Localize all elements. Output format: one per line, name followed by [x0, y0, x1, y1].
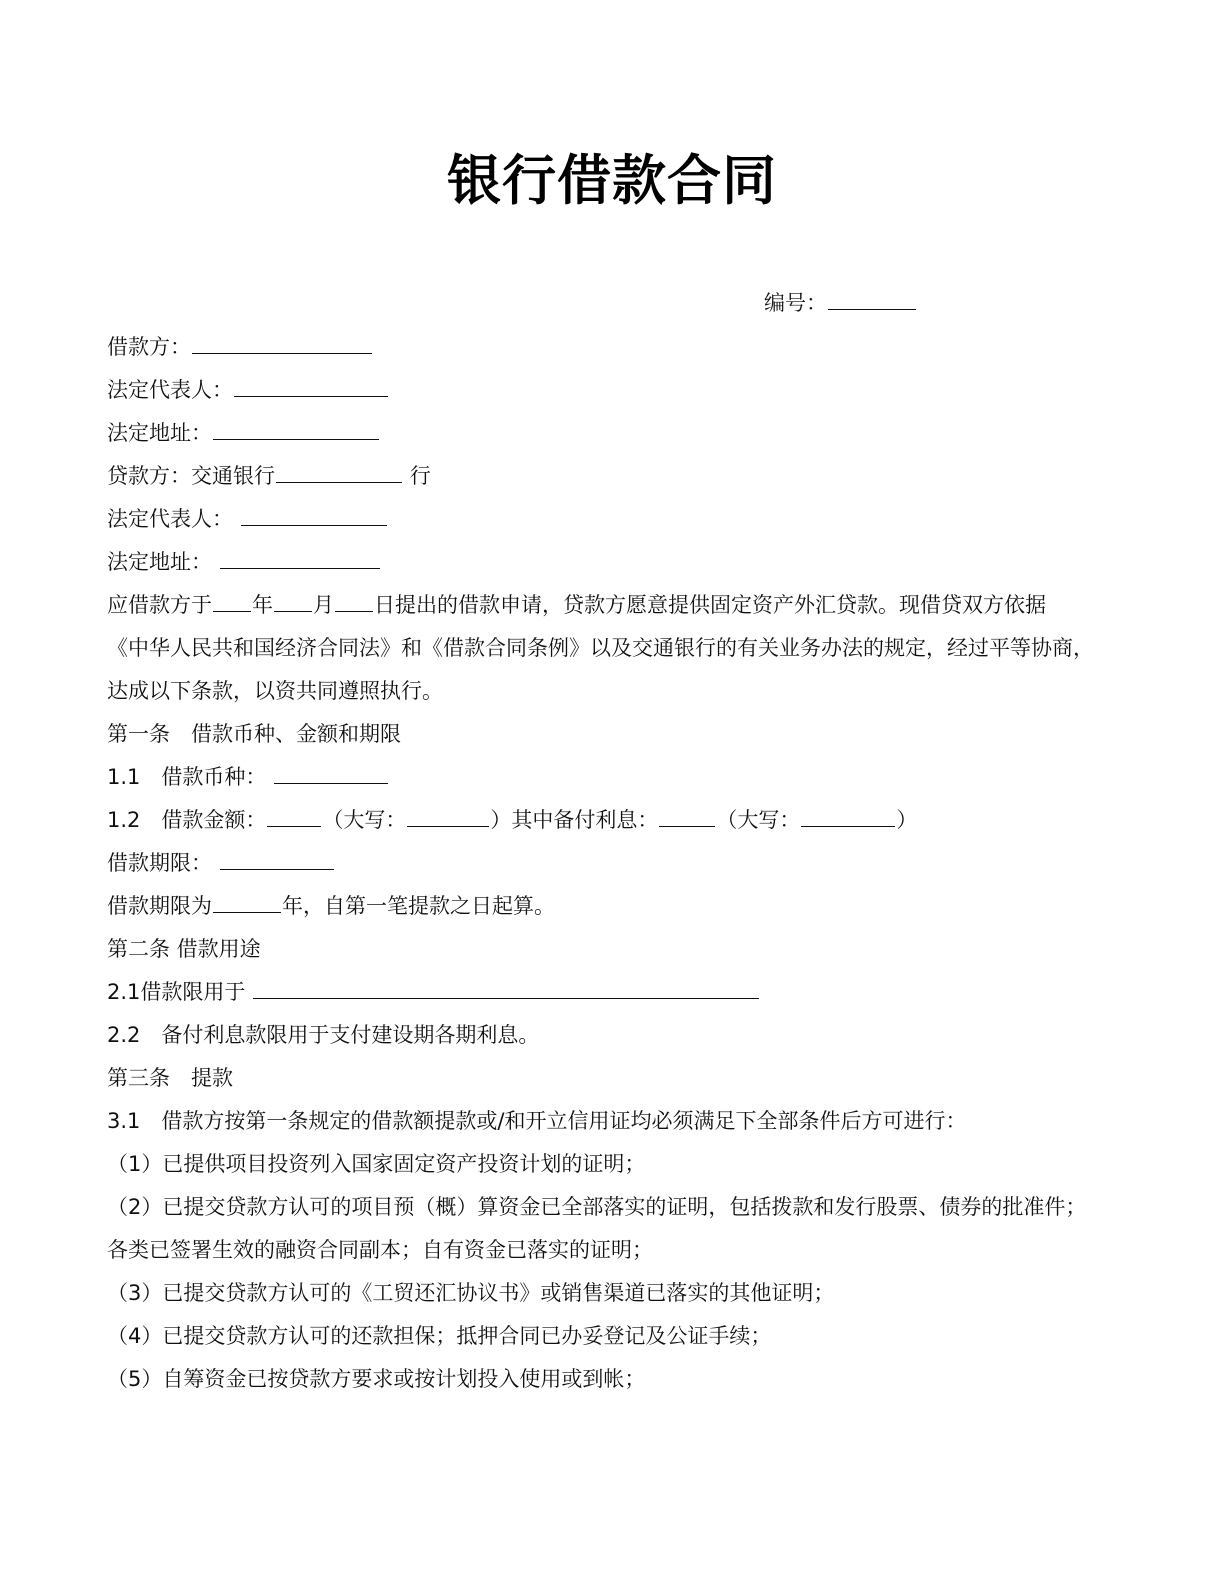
article-1-heading: 第一条 借款币种、金额和期限: [107, 722, 401, 746]
lender-rep-blank: [241, 505, 387, 526]
lender-rep-line: [107, 504, 388, 534]
preamble-text: 应借款方于: [107, 593, 212, 617]
interest-use-line: 2.2 备付利息款限用于支付建设期各期利息。: [107, 1023, 540, 1047]
currency-blank: [274, 763, 388, 784]
amount-capital-label: （大写：: [322, 808, 407, 832]
condition-item: （3）已提交贷款方认可的《工贸还汇协议书》或销售渠道已落实的其他证明；: [107, 1281, 835, 1305]
borrower-rep-blank: [234, 376, 388, 397]
borrower-label: 借款方：: [107, 335, 191, 359]
term-line: [107, 848, 335, 878]
condition-item: （2）已提交贷款方认可的项目预（概）算资金已全部落实的证明，包括拨款和发行股票、债券的批准件；: [107, 1195, 1087, 1219]
article-3-heading: 第三条 提款: [107, 1066, 233, 1090]
amount-capital-blank: [407, 806, 489, 827]
article-3-intro: 3.1 借款方按第一条规定的借款额提款或/和开立信用证均必须满足下全部条件后方可进行：: [107, 1109, 967, 1133]
lender-address-blank: [220, 548, 380, 569]
interest-capital-blank: [801, 806, 895, 827]
use-line: [107, 977, 760, 1007]
lender-rep-label: 法定代表人：: [107, 507, 233, 531]
preamble-line-2: 《中华人民共和国经济合同法》和《借款合同条例》以及交通银行的有关业务办法的规定，经过平等协商，: [107, 636, 1094, 660]
page-title: 银行借款合同: [447, 149, 777, 212]
lender-label: 贷款方：交通银行: [107, 464, 275, 488]
interest-label: ）其中备付利息：: [490, 808, 659, 832]
article-2-heading: 第二条 借款用途: [107, 937, 261, 961]
contract-number-blank: [828, 289, 916, 310]
lender-suffix: 行: [409, 464, 431, 488]
lender-branch-blank: [276, 462, 402, 483]
term-years-label: 借款期限为: [107, 894, 212, 918]
condition-item: （4）已提交贷款方认可的还款担保；抵押合同已办妥登记及公证手续；: [107, 1324, 772, 1348]
condition-item-continuation: 各类已签署生效的融资合同副本；自有资金已落实的证明；: [107, 1238, 653, 1262]
preamble-year-text: 年: [252, 593, 273, 617]
borrower-address-blank: [213, 419, 379, 440]
condition-item: （1）已提供项目投资列入国家固定资产投资计划的证明；: [107, 1152, 646, 1176]
preamble-line-1: [107, 590, 1046, 620]
currency-label: 1.1 借款币种：: [107, 765, 267, 789]
borrower-address-line: [107, 418, 380, 448]
preamble-text: 日提出的借款申请，贷款方愿意提供固定资产外汇贷款。现借贷双方依据: [374, 593, 1046, 617]
borrower-line: [107, 332, 373, 362]
term-years-text: 年，自第一笔提款之日起算。: [282, 894, 555, 918]
use-blank: [253, 978, 759, 999]
preamble-line-3: 达成以下条款，以资共同遵照执行。: [107, 679, 443, 703]
day-blank: [335, 591, 373, 612]
contract-number-label: 编号：: [764, 291, 827, 315]
month-blank: [274, 591, 312, 612]
term-years-blank: [213, 892, 281, 913]
year-blank: [213, 591, 251, 612]
interest-capital-label: （大写：: [716, 808, 801, 832]
closing-paren: ）: [896, 808, 918, 832]
borrower-rep-label: 法定代表人：: [107, 378, 233, 402]
lender-address-label: 法定地址：: [107, 550, 212, 574]
preamble-month-text: 月: [313, 593, 334, 617]
term-blank: [220, 849, 334, 870]
condition-item: （5）自筹资金已按贷款方要求或按计划投入使用或到帐；: [107, 1367, 646, 1391]
amount-line: [107, 805, 917, 835]
term-label: 借款期限：: [107, 851, 212, 875]
borrower-blank: [192, 333, 372, 354]
amount-label: 1.2 借款金额：: [107, 808, 267, 832]
term-years-line: [107, 891, 555, 921]
borrower-address-label: 法定地址：: [107, 421, 212, 445]
contract-number: [764, 288, 917, 318]
amount-blank: [267, 806, 321, 827]
lender-address-line: [107, 547, 381, 577]
lender-line: [107, 461, 431, 491]
use-label: 2.1借款限用于: [107, 980, 246, 1004]
currency-line: [107, 762, 389, 792]
borrower-rep-line: [107, 375, 389, 405]
interest-blank: [659, 806, 715, 827]
